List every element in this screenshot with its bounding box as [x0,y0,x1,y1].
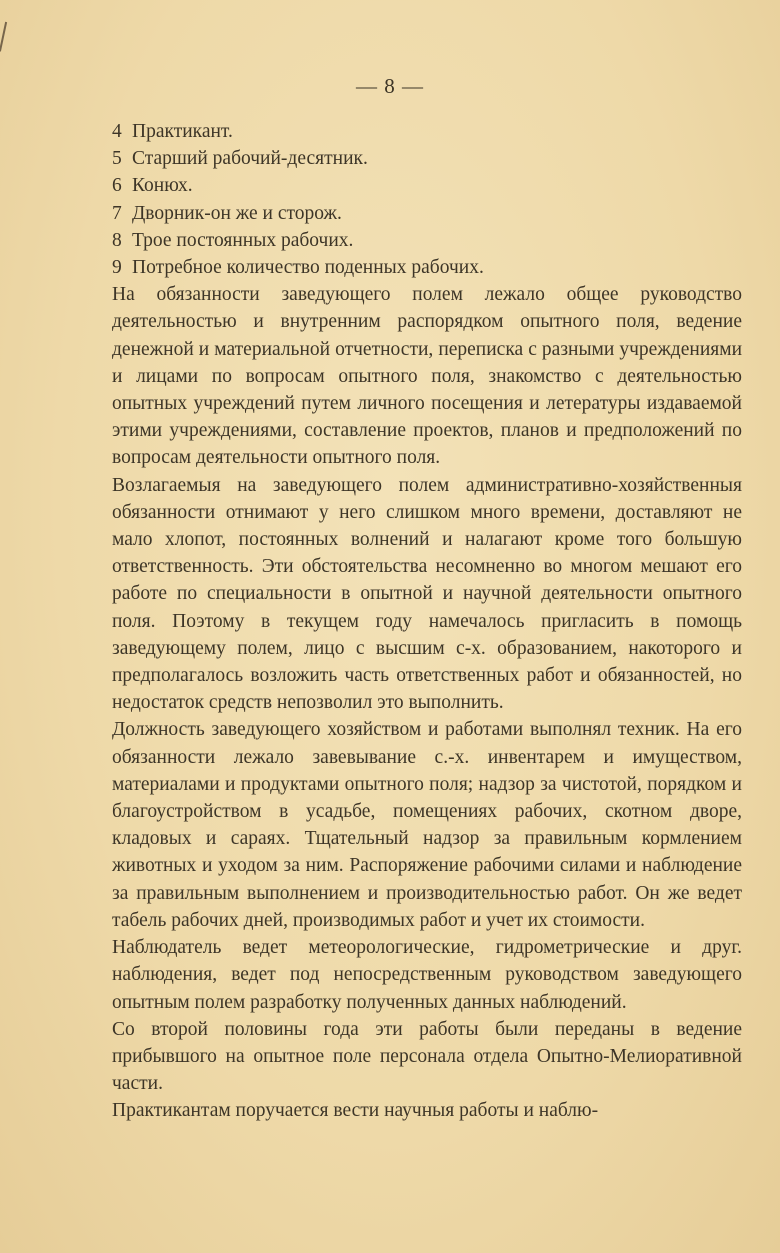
list-text: Дворник-он же и сторож. [132,202,342,224]
paragraph-duties-head: На обязанности заведующего полем лежало общее руководство деятельностью и внутренним распорядком опытного поля, ведение денежной и материальной отчетности, переписка с разными учреждениями и лицами по вопросам опытного поля, знакомство с деятельностью опытных учреждений путем личного посещения и летературы издаваемой этими учреждениями, составление проектов, планов и предположений по вопросам деятельности опытного поля. [112,284,742,469]
paragraph-observer: Наблюдатель ведет метеорологические, гидрометрические и друг. наблюдения, ведет под непосредственным руководством заведующего опытным полем разработку полученных данных наблюдений. [112,937,742,1013]
page-edge-mark [0,22,10,52]
list-item [112,172,742,199]
list-item [112,200,742,227]
list-text: Конюх. [132,175,193,197]
paragraph-trainees: Практикантам поручается вести научныя работы и наблю- [112,1100,599,1122]
list-text: Старший рабочий-десятник. [132,148,368,170]
list-text: Трое постоянных рабочих. [132,229,354,251]
list-item [112,254,742,281]
list-number: 8 [112,229,122,251]
page-body [112,118,742,1125]
paragraph-second-half: Со второй половины года эти работы были переданы в ведение прибывшого на опытное поле персонала отдела Опытно-Мелиоративной части. [112,1018,742,1095]
list-number: 4 [112,121,122,142]
list-item [112,227,742,254]
paragraph-admin-duties: Возлагаемыя на заведующего полем административно-хозяйственныя обязанности отнимают у него слишком много времени, доставляют не мало хлопот, постоянных волнений и налагают кроме того большую ответственность. Эти обстоятельства несомненно во многом мешают его работе по специальности в опытной и научной деятельности опытного поля. Поэтому в текущем году намечалось пригласить в помощь заведующему полем, лицо с высшим с-х. образованием, накоторого и предполагалось возложить часть ответственных работ и обязанностей, но недостаток средств непозволил это выполнить. [112,474,742,714]
list-number: 5 [112,148,122,170]
paragraph-technician: Должность заведующего хозяйством и работами выполнял техник. На его обязанности лежало завевывание с.-х. инвентарем и имуществом, материалами и продуктами опытного поля; надзор за чистотой, порядком и благоустройством в усадьбе, помещениях рабочих, скотном дворе, кладовых и сараях. Тщательный надзор за правильным кормлением животных и уходом за ним. Распоряжение рабочими силами и наблюдение за правильным выполнением и производительностью работ. Он же ведет табель рабочих дней, производимых работ и учет их стоимости. [112,719,742,931]
list-item [112,145,742,172]
list-item [112,118,742,145]
list-number: 6 [112,175,122,197]
page-number: — 8 — [356,74,424,98]
list-number: 9 [112,257,122,279]
list-text: Потребное количество поденных рабочих. [132,257,484,279]
list-number: 7 [112,202,122,224]
list-text: Практикант. [132,121,233,142]
